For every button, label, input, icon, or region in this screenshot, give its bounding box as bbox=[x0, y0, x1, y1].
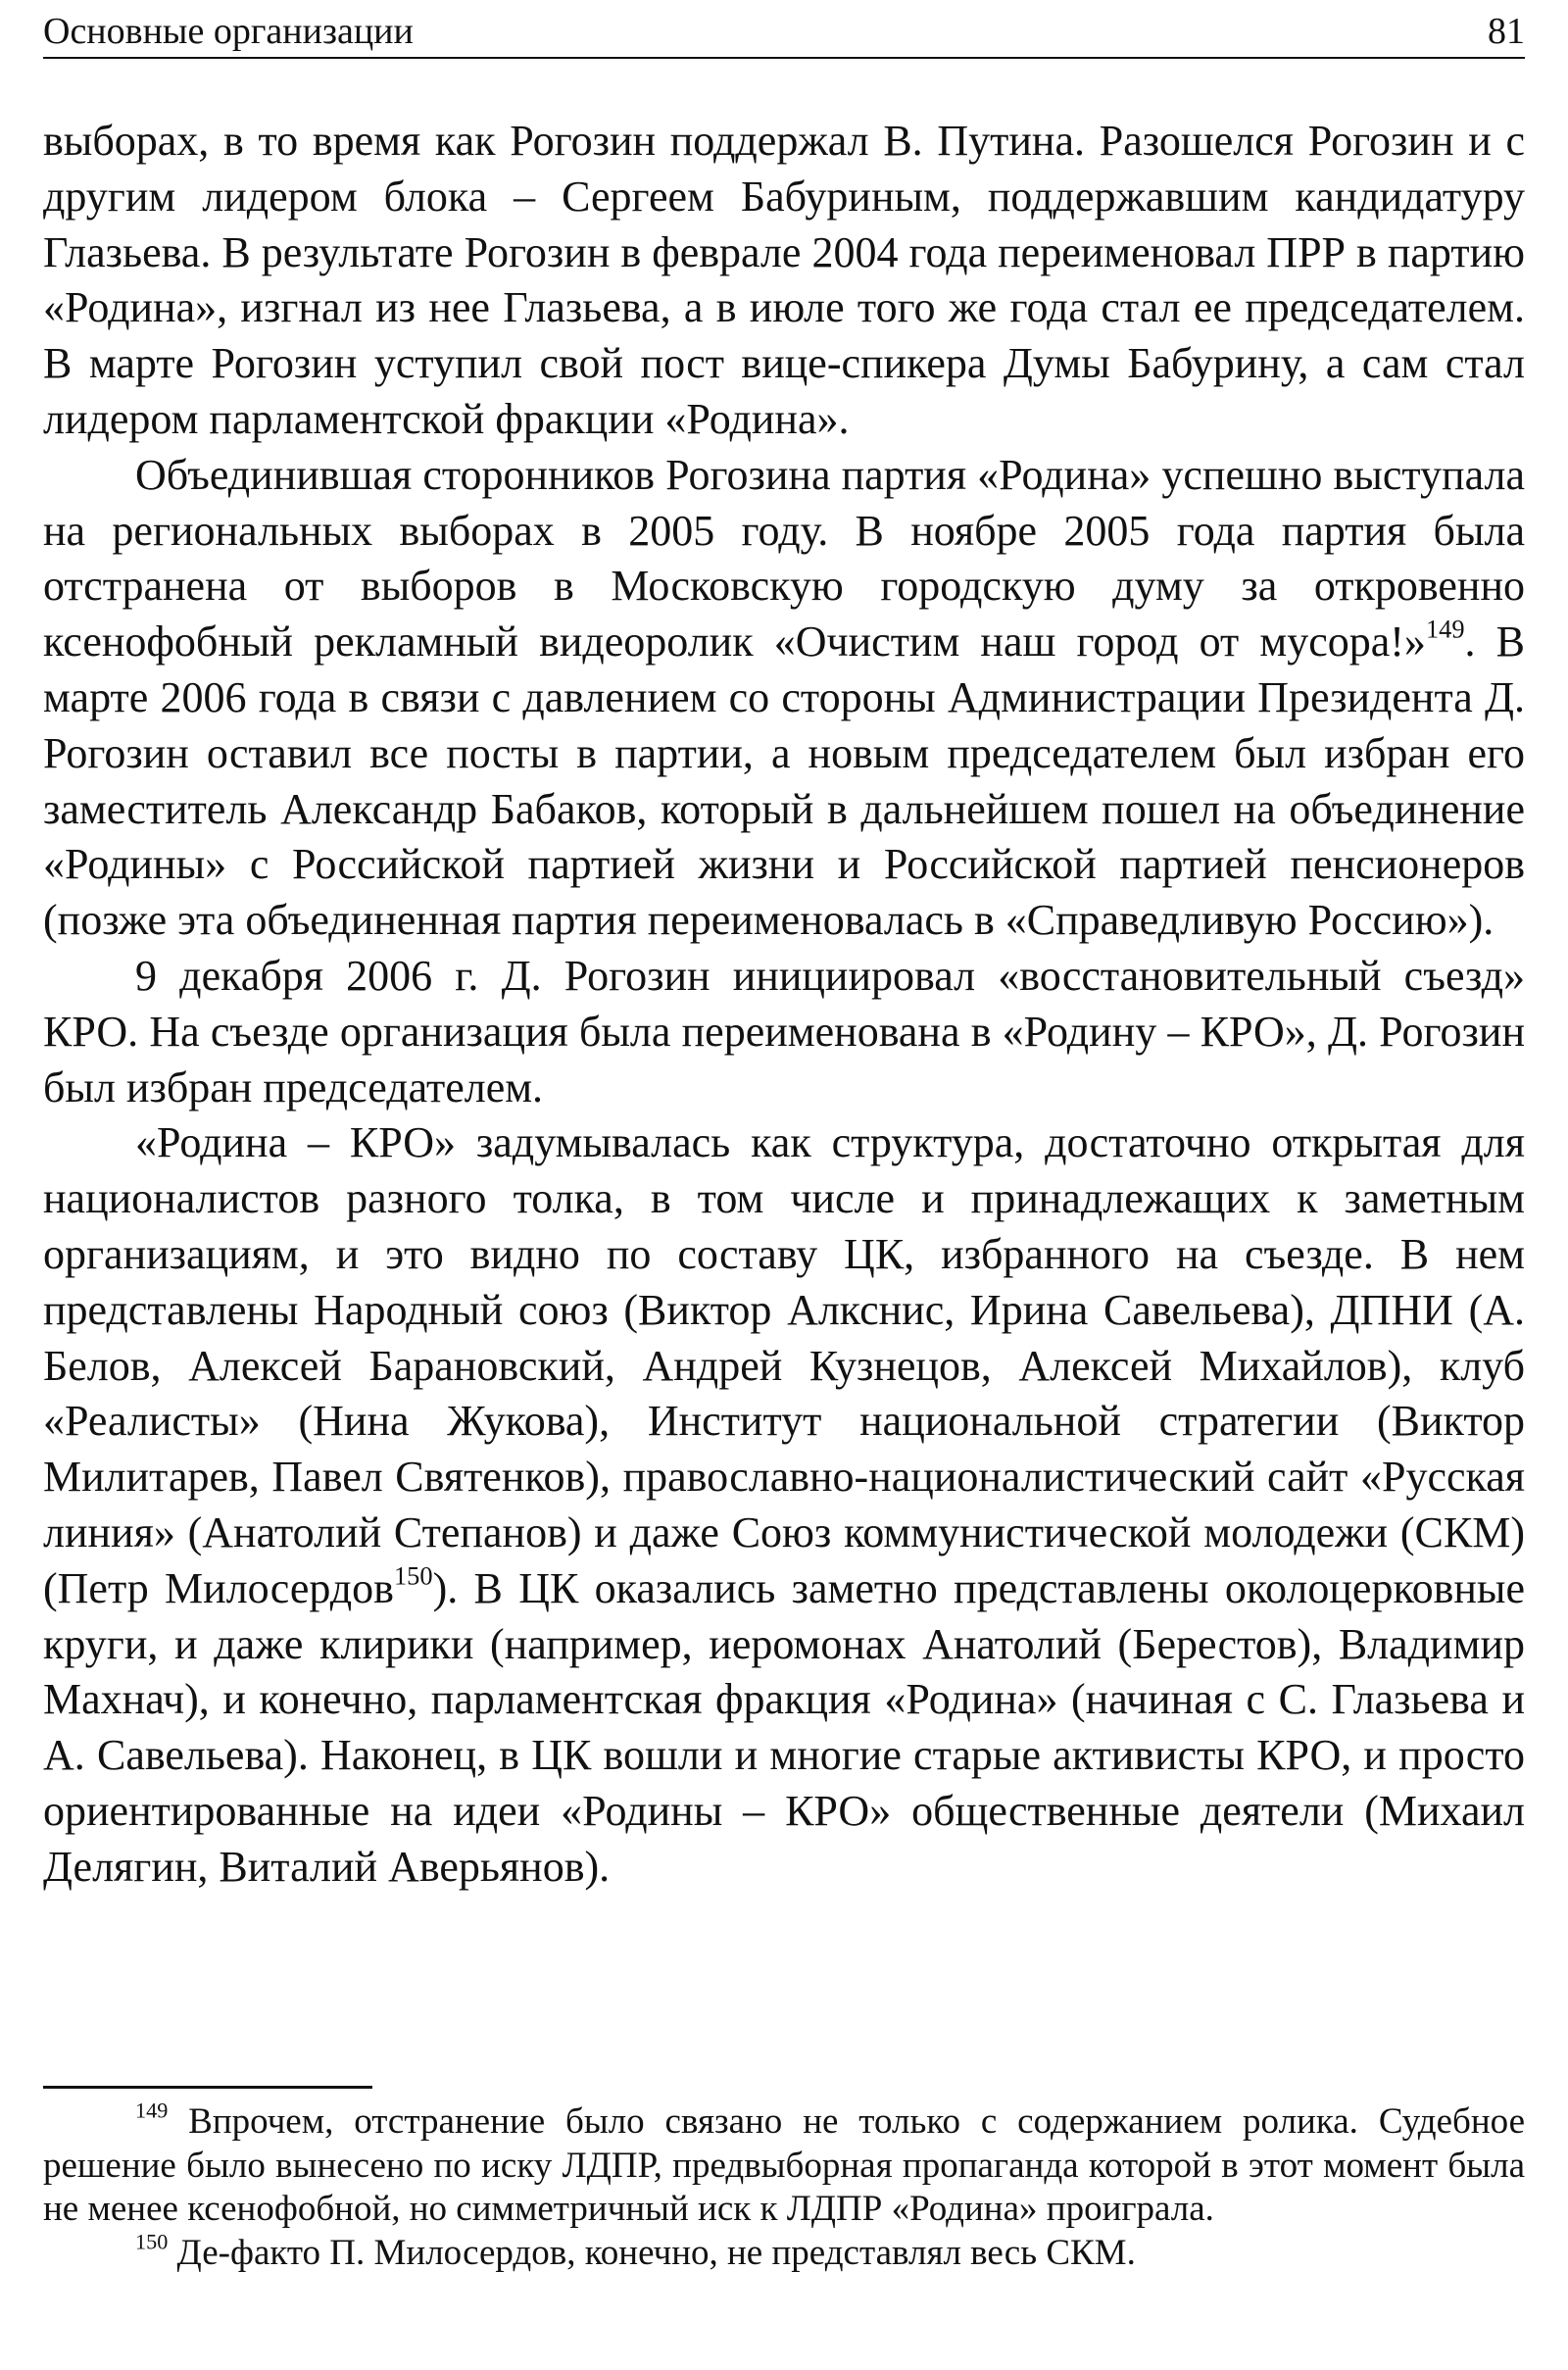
running-title: Основные организации bbox=[43, 11, 414, 52]
footnotes bbox=[43, 2100, 1525, 2275]
paragraph-text: . В марте 2006 года в связи с давлением со стороны Администрации Президента Д. Рогозин оставил все посты в партии, а новым председателем был избран его заместитель Александр Бабаков, который в дальнейшем пошел на объединение «Родины» с Российской партией жизни и Российской партией пенсионеров (позже эта объединенная партия переименовалась в «Справедливую Россию»). bbox=[43, 617, 1525, 945]
paragraph-text: 9 декабря 2006 г. Д. Рогозин инициировал «восстановительный съезд» КРО. На съезде организация была переименована в «Родину – КРО», Д. Рогозин был избран председателем. bbox=[43, 951, 1525, 1111]
paragraph-4 bbox=[43, 1115, 1525, 1895]
footnote-number: 150 bbox=[135, 2228, 169, 2253]
paragraph-text: Объединившая сторонников Рогозина партия «Родина» успешно выступала на региональных выборах в 2005 году. В ноябре 2005 года партия была отстранена от выборов в Московскую городскую думу за откровенно ксенофобный рекламный видеоролик «Очистим наш город от мусора!» bbox=[43, 450, 1525, 667]
page-number: 81 bbox=[1488, 11, 1525, 52]
footnote-reference-149[interactable]: 149 bbox=[1425, 614, 1465, 644]
paragraph-1 bbox=[43, 114, 1525, 448]
paragraph-text: выборах, в то время как Рогозин поддержал В. Путина. Разошелся Рогозин и с другим лидером блока – Сергеем Бабуриным, поддержавшим кандидатуру Глазьева. В результате Рогозин в феврале 2004 года переименовал ПРР в партию «Родина», изгнал из нее Глазьева, а в июле того же года стал ее председателем. В марте Рогозин уступил свой пост вице-спикера Думы Бабурину, а сам стал лидером парламентской фракции «Родина». bbox=[43, 117, 1525, 443]
footnote-reference-150[interactable]: 150 bbox=[393, 1560, 433, 1591]
running-header bbox=[43, 6, 1525, 59]
paragraph-text: «Родина – КРО» задумывалась как структура, достаточно открытая для националистов разного толка, в том числе и принадлежащих к заметным организациям, и это видно по составу ЦК, избранного на съезде. В нем представлены Народный союз (Виктор Алкснис, Ирина Савельева), ДПНИ (А. Белов, Алексей Барановский, Андрей Кузнецов, Алексей Михайлов), клуб «Реалисты» (Нина Жукова), Институт национальной стратегии (Виктор Милитарев, Павел Святенков), православно-националистический сайт «Русская линия» (Анатолий Степанов) и даже Союз коммунистической молодежи (СКМ) (Петр Милосердов bbox=[43, 1118, 1525, 1612]
footnote-150 bbox=[43, 2228, 1525, 2276]
body-text bbox=[43, 114, 1525, 1896]
paragraph-text: ). В ЦК оказались заметно представлены околоцерковные круги, и даже клирики (например, иеромонах Анатолий (Берестов), Владимир Махнач), и конечно, парламентская фракция «Родина» (начиная с С. Глазьева и А. Савельева). Наконец, в ЦК вошли и многие старые активисты КРО, и просто ориентированные на идеи «Родины – КРО» общественные деятели (Михаил Делягин, Виталий Аверьянов). bbox=[43, 1563, 1526, 1891]
paragraph-3 bbox=[43, 949, 1525, 1115]
footnote-text: Де-факто П. Милосердов, конечно, не представлял весь СКМ. bbox=[168, 2232, 1136, 2273]
footnote-149 bbox=[43, 2100, 1525, 2232]
footnote-text: Впрочем, отстранение было связано не только с содержанием ролика. Судебное решение было вынесено по иску ЛДПР, предвыборная пропаганда которой в этот момент была не менее ксенофобной, но симметричный иск к ЛДПР «Родина» проиграла. bbox=[43, 2101, 1525, 2229]
book-page bbox=[43, 0, 1525, 2370]
footnote-divider bbox=[43, 2086, 372, 2089]
paragraph-2 bbox=[43, 448, 1525, 949]
footnote-number: 149 bbox=[135, 2098, 169, 2123]
